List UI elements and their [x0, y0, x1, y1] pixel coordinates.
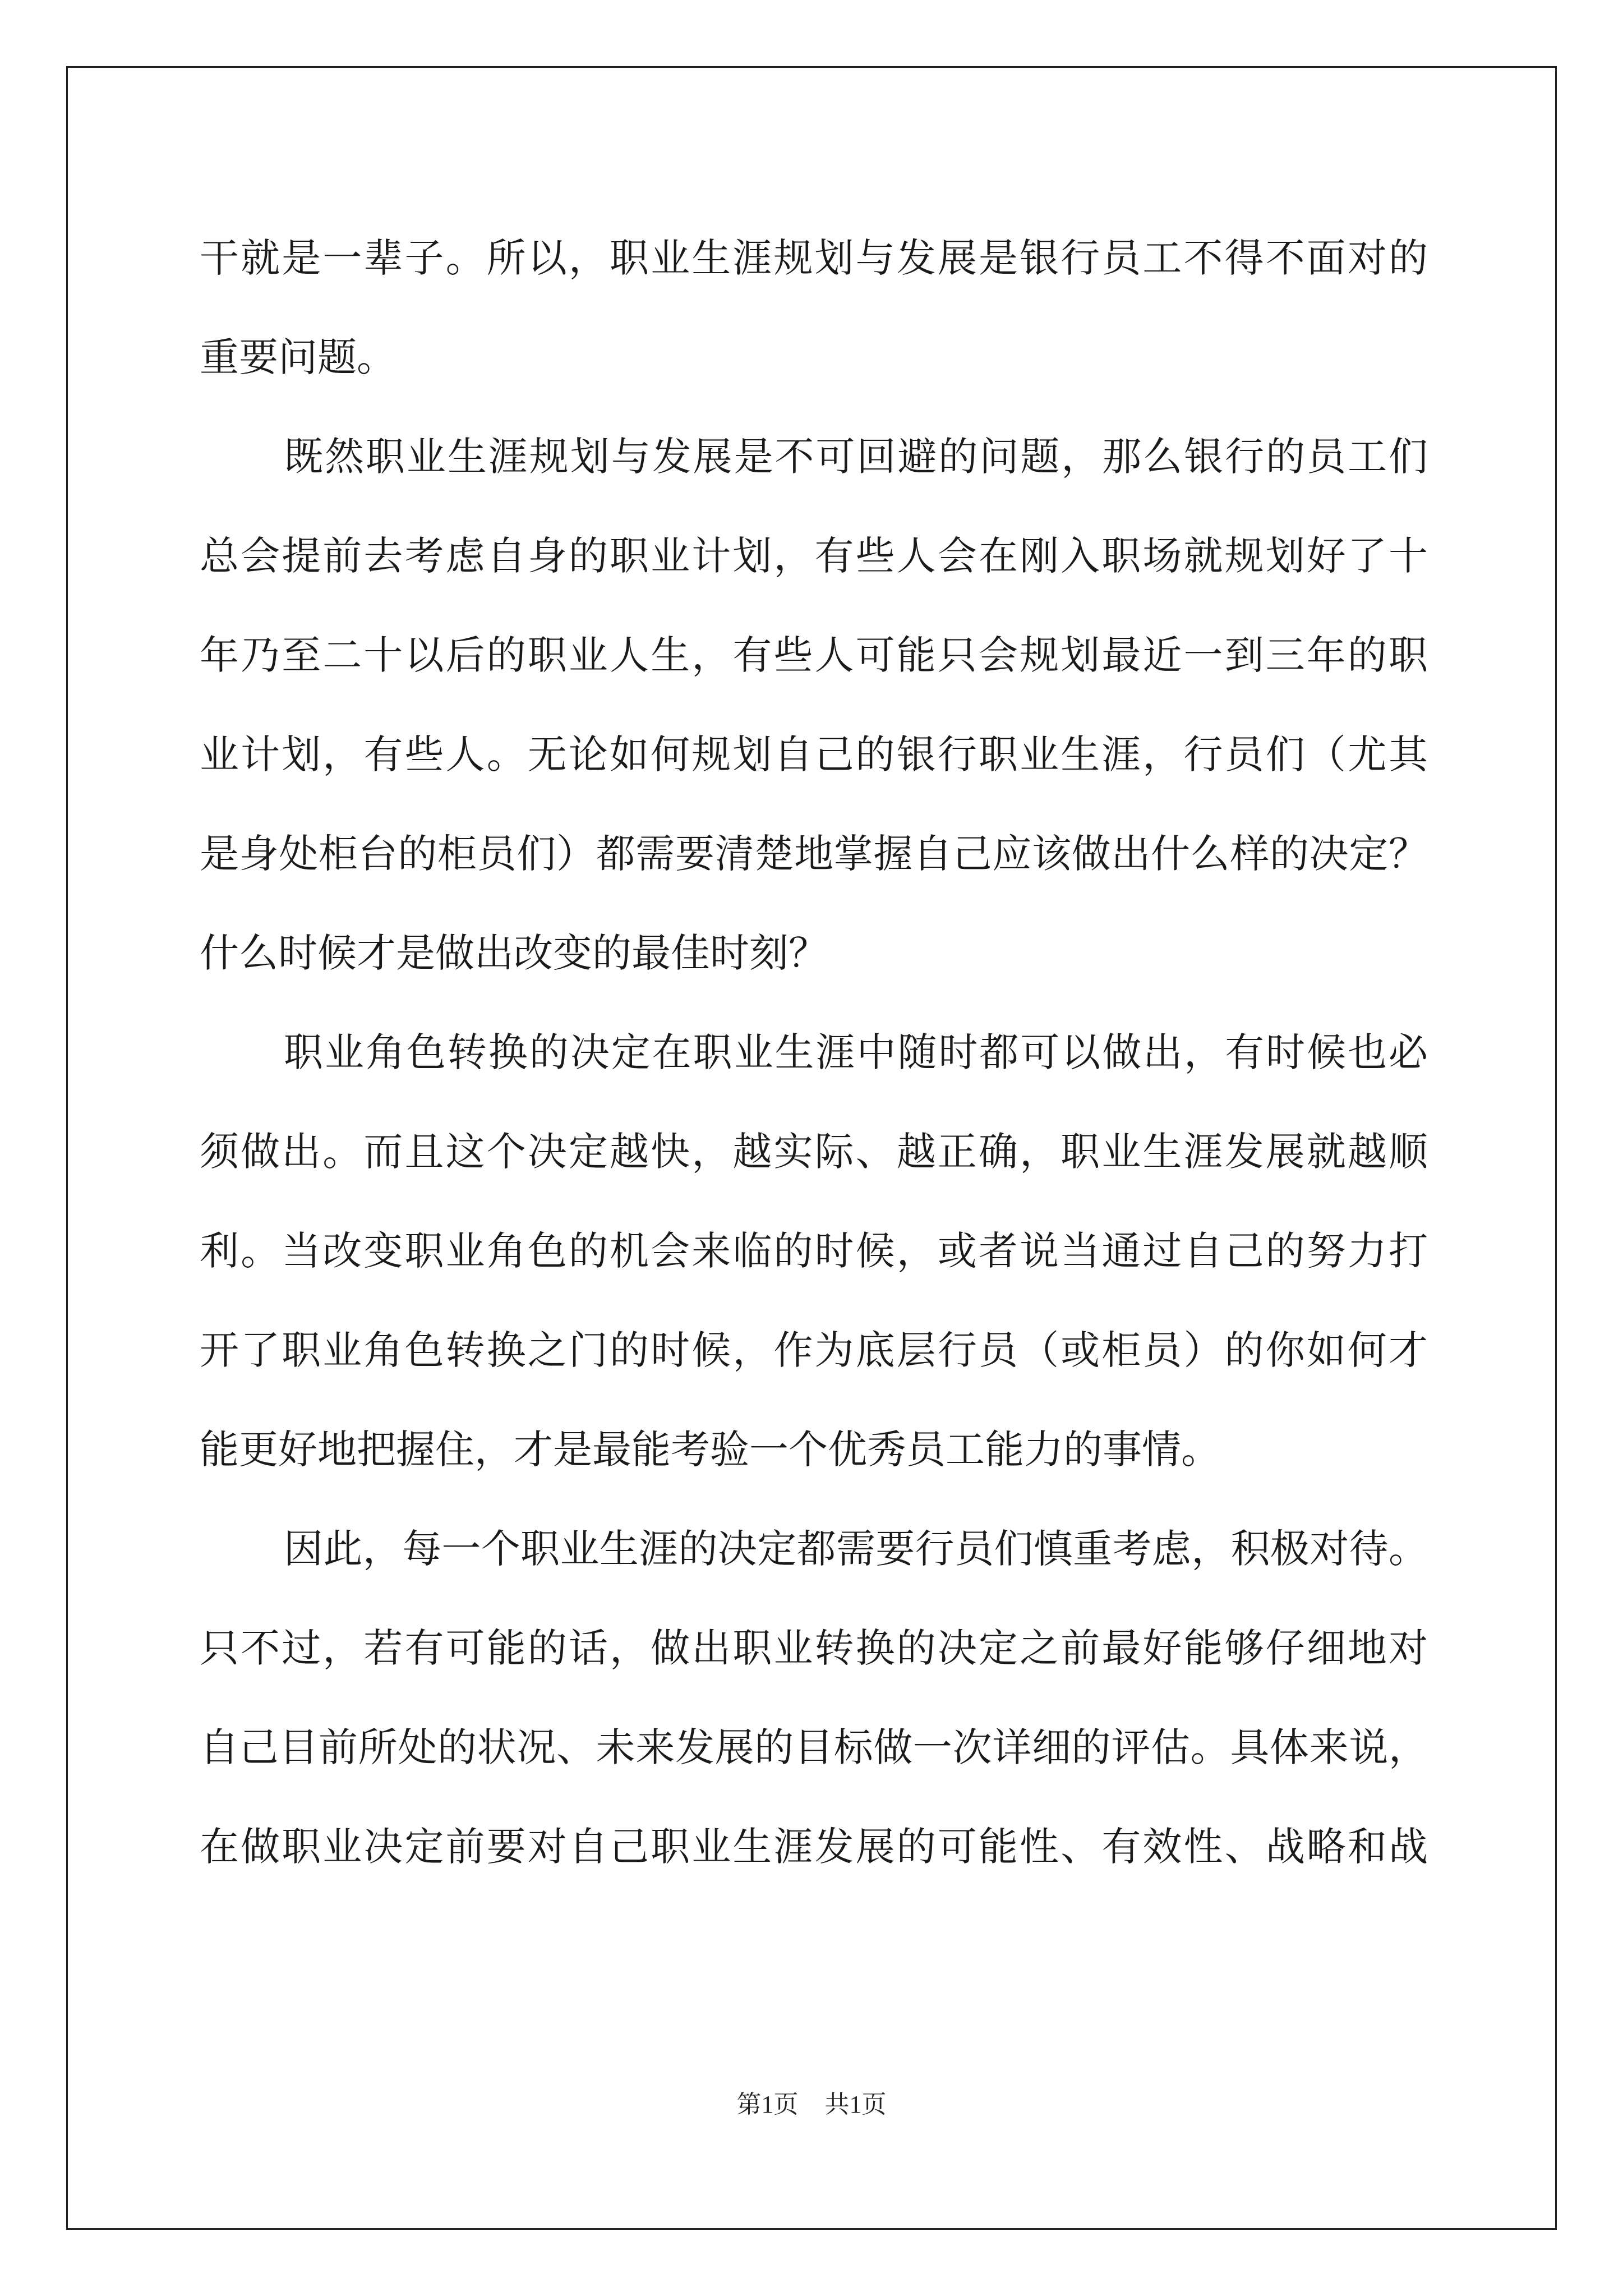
page-number: 第1页 — [736, 2091, 799, 2118]
paragraph-first-line: 职业角色转换的决定在职业生涯中随时都可以做出，有时候也必 — [284, 1029, 1428, 1075]
text-line: 自己目前所处的状况、未来发展的目标做一次详细的评估。具体来说， — [200, 1724, 1428, 1770]
text-line: 业计划，有些人。无论如何规划自己的银行职业生涯，行员们（尤其 — [200, 731, 1428, 777]
document-body — [200, 209, 1428, 1897]
text-line: 在做职业决定前要对自己职业生涯发展的可能性、有效性、战略和战 — [200, 1824, 1428, 1870]
text-line: 是身处柜台的柜员们）都需要清楚地掌握自己应该做出什么样的决定？ — [200, 831, 1428, 877]
text-line: 能更好地把握住，才是最能考验一个优秀员工能力的事情。 — [200, 1427, 1220, 1473]
text-line: 须做出。而且这个决定越快，越实际、越正确，职业生涯发展就越顺 — [200, 1129, 1428, 1175]
text-line: 只不过，若有可能的话，做出职业转换的决定之前最好能够仔细地对 — [200, 1625, 1428, 1671]
text-line: 什么时候才是做出改变的最佳时刻？ — [200, 930, 828, 976]
page-total: 共1页 — [824, 2091, 887, 2118]
text-line: 干就是一辈子。所以，职业生涯规划与发展是银行员工不得不面对的 — [200, 235, 1428, 281]
text-line: 总会提前去考虑自身的职业计划，有些人会在刚入职场就规划好了十 — [200, 533, 1428, 579]
paragraph-first-line: 既然职业生涯规划与发展是不可回避的问题，那么银行的员工们 — [284, 434, 1428, 480]
text-line: 重要问题。 — [200, 334, 396, 380]
page-footer — [0, 2084, 1623, 2120]
text-line: 开了职业角色转换之门的时候，作为底层行员（或柜员）的你如何才 — [200, 1327, 1428, 1373]
paragraph-first-line: 因此，每一个职业生涯的决定都需要行员们慎重考虑，积极对待。 — [284, 1526, 1428, 1572]
text-line: 利。当改变职业角色的机会来临的时候，或者说当通过自己的努力打 — [200, 1228, 1428, 1274]
text-line: 年乃至二十以后的职业人生，有些人可能只会规划最近一到三年的职 — [200, 632, 1428, 678]
